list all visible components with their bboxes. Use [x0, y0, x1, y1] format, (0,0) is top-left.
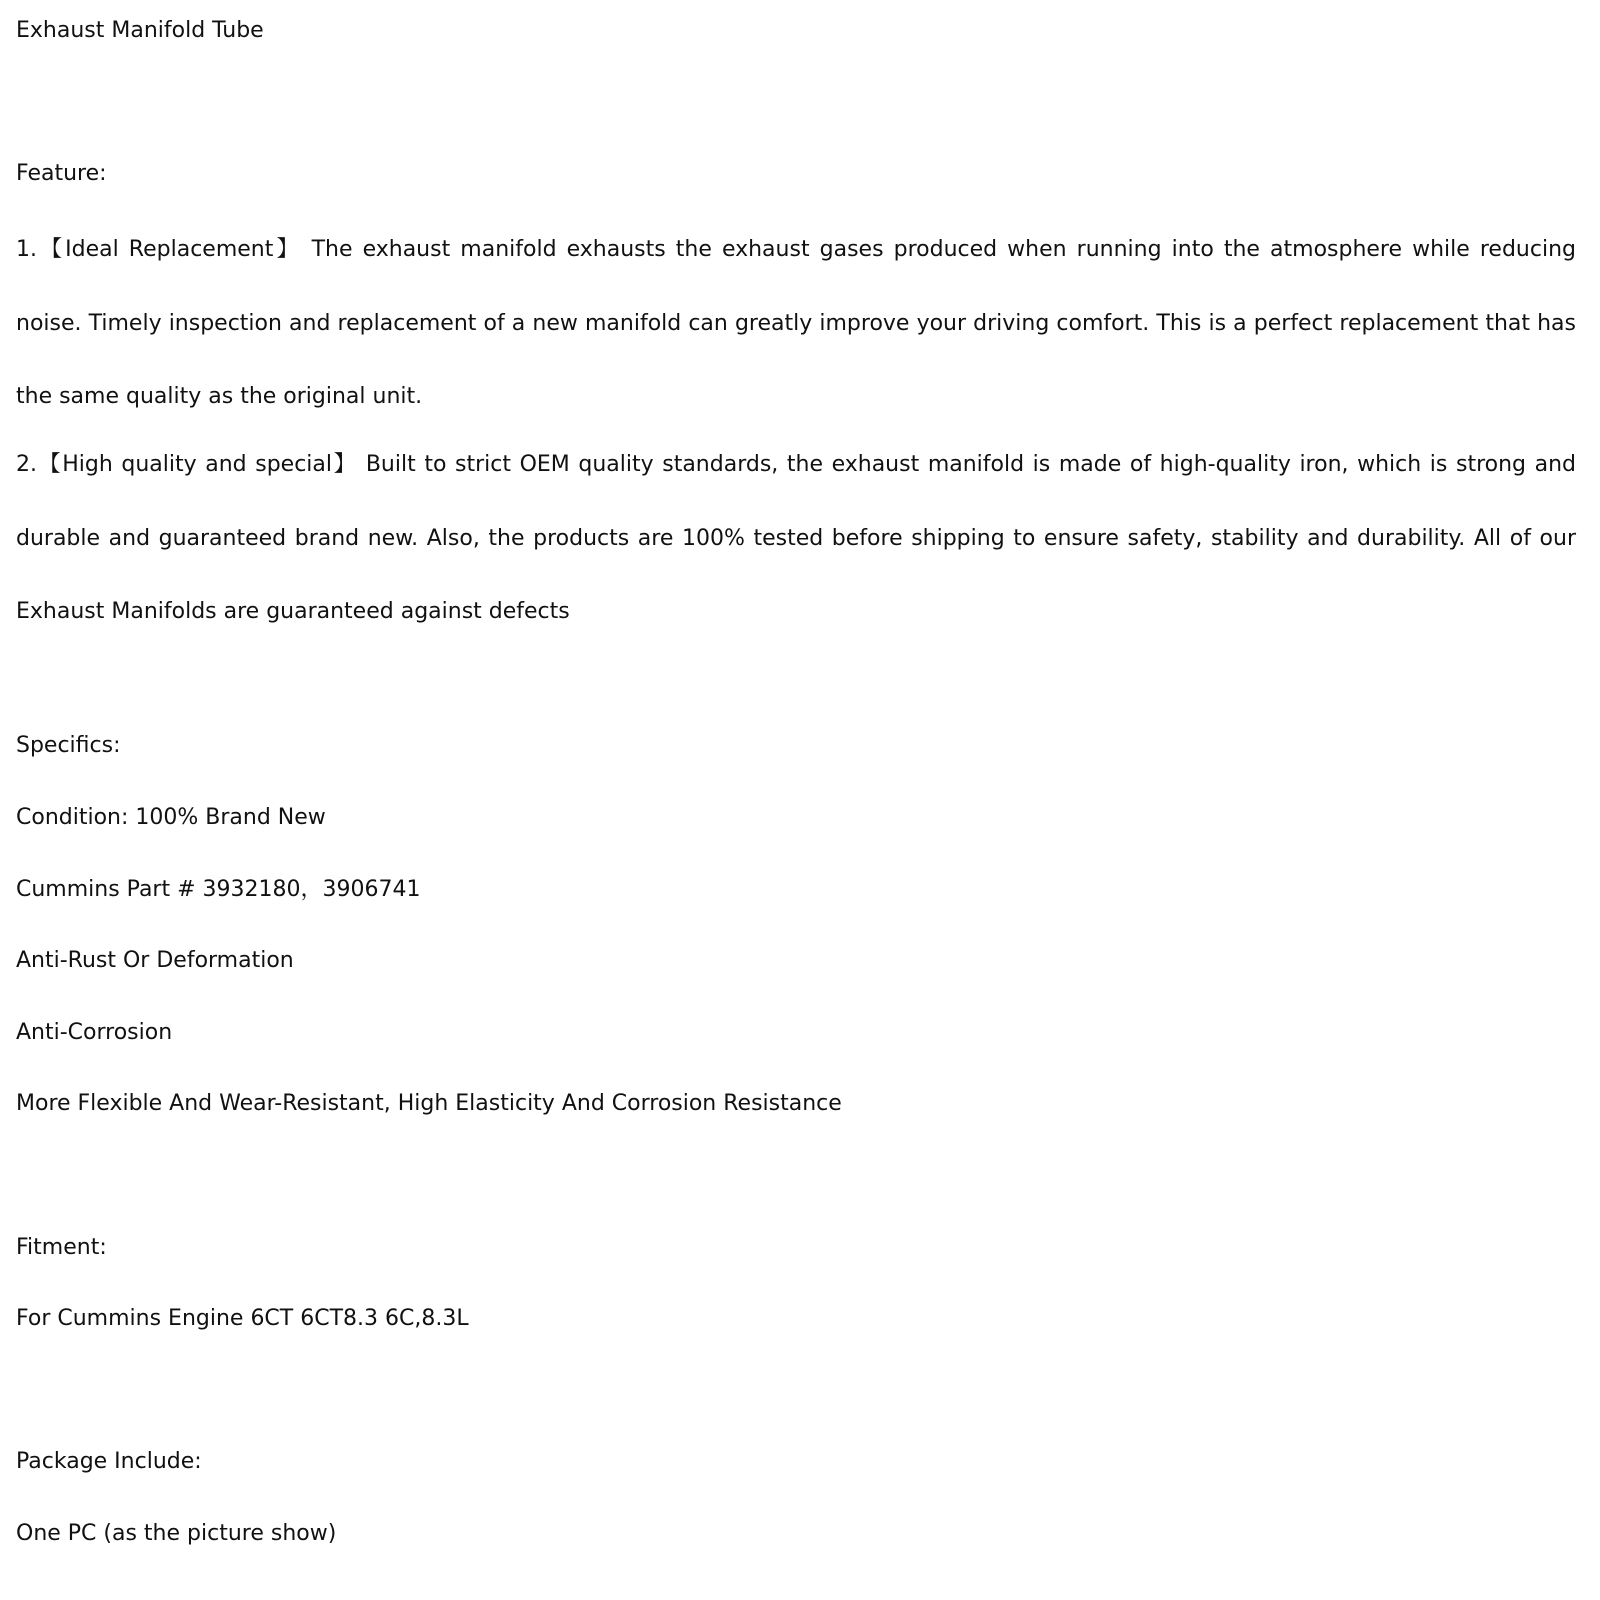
spec-part-number: Cummins Part # 3932180，3906741: [16, 877, 421, 902]
spec-flexibility: More Flexible And Wear-Resistant, High Elasticity And Corrosion Resistance: [16, 1091, 842, 1116]
feature-item-1: 1.【Ideal Replacement】 The exhaust manifold exhausts the exhaust gases produced when running into the atmosphere while reducing noise. Timely inspection and replacement of a new manifold can greatly improve your driving comfort. This is a perfect replacement that has the same quality as the original unit.: [16, 237, 1576, 409]
feature-item-2: 2.【High quality and special】 Built to strict OEM quality standards, the exhaust manifold is made of high-quality iron, which is strong and durable and guaranteed brand new. Also, the products are 100% tested before shipping to ensure safety, stability and durability. All of our Exhaust Manifolds are guaranteed against defects: [16, 452, 1576, 624]
package-item: One PC (as the picture show): [16, 1521, 337, 1546]
feature-heading: Feature:: [16, 161, 107, 186]
spec-anti-corrosion: Anti-Corrosion: [16, 1020, 173, 1045]
fitment-engine: For Cummins Engine 6CT 6CT8.3 6C,8.3L: [16, 1306, 469, 1331]
fitment-heading: Fitment:: [16, 1235, 107, 1260]
document-title: Exhaust Manifold Tube: [16, 18, 264, 43]
specifics-heading: Specifics:: [16, 733, 121, 758]
package-heading: Package Include:: [16, 1449, 202, 1474]
product-description: [16, 0, 1586, 1600]
spec-anti-rust: Anti-Rust Or Deformation: [16, 948, 294, 973]
spec-condition: Condition: 100% Brand New: [16, 805, 326, 830]
